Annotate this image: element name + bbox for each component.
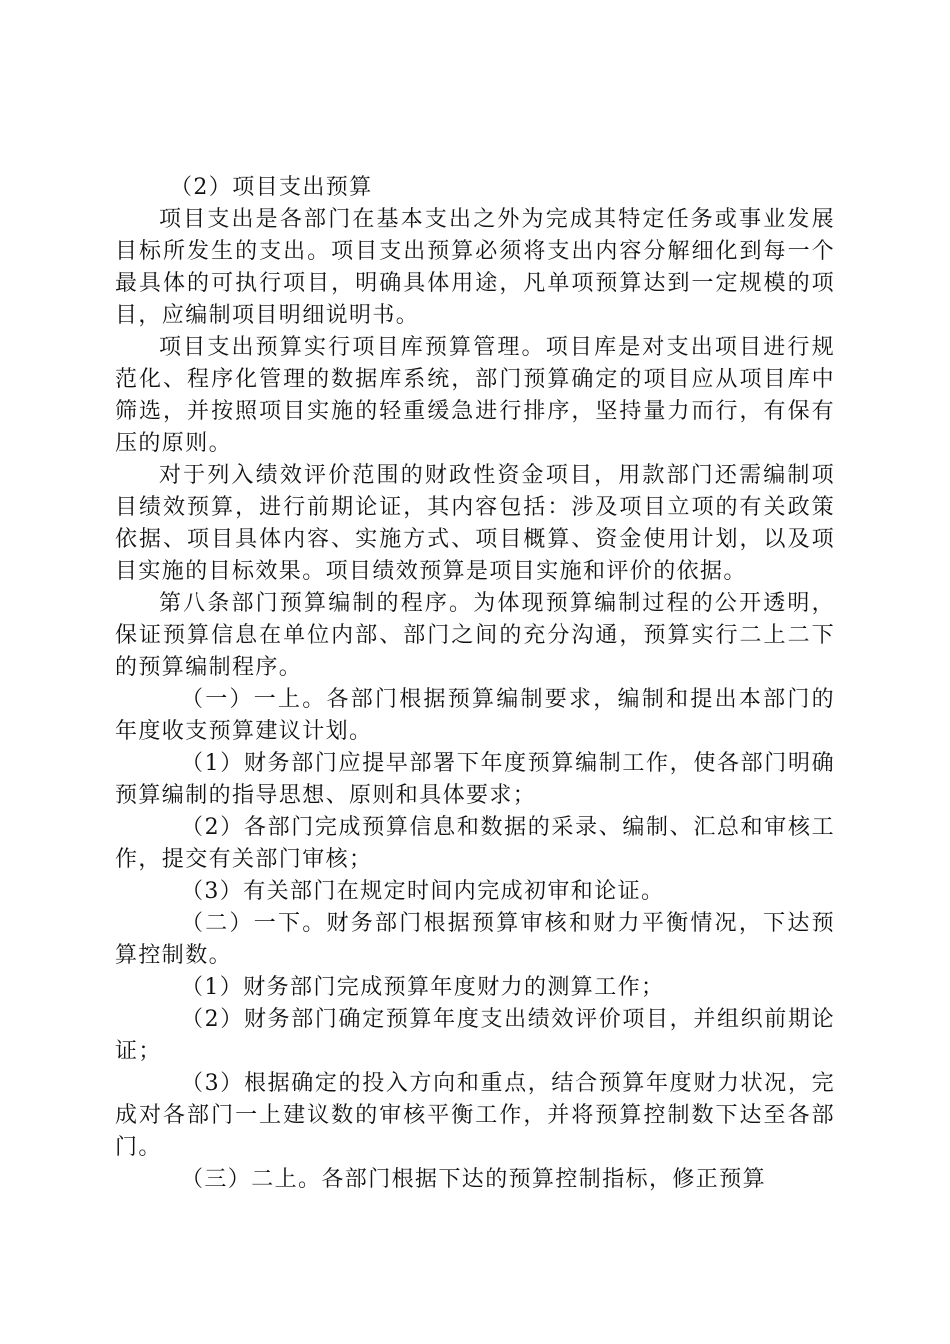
list-item: （1）财务部门应提早部署下年度预算编制工作，使各部门明确预算编制的指导思想、原则和具体要求； [115,751,835,808]
paragraph-project-expenditure: 项目支出是各部门在基本支出之外为完成其特定任务或事业发展目标所发生的支出。项目支出预算必须将支出内容分解细化到每一个最具体的可执行项目，明确具体用途，凡单项预算达到一定规模的项目，应编制项目明细说明书。 [115,207,835,328]
paragraph-article-eight: 第八条部门预算编制的程序。为体现预算编制过程的公开透明，保证预算信息在单位内部、部门之间的充分沟通，预算实行二上二下的预算编制程序。 [115,591,835,680]
step-first-up: （一）一上。各部门根据预算编制要求，编制和提出本部门的年度收支预算建议计划。 [115,687,835,744]
list-item: （3）根据确定的投入方向和重点，结合预算年度财力状况，完成对各部门一上建议数的审核平衡工作，并将预算控制数下达至各部门。 [115,1071,835,1160]
section-heading: （2）项目支出预算 [170,175,373,200]
list-item: （3）有关部门在规定时间内完成初审和论证。 [181,879,665,904]
step-first-down: （二）一下。财务部门根据预算审核和财力平衡情况，下达预算控制数。 [115,911,835,968]
document-body [115,172,835,1196]
list-item: （1）财务部门完成预算年度财力的测算工作； [181,975,665,1000]
list-item: （2）财务部门确定预算年度支出绩效评价项目，并组织前期论证； [115,1007,835,1064]
paragraph-performance-budget: 对于列入绩效评价范围的财政性资金项目，用款部门还需编制项目绩效预算，进行前期论证，其内容包括：涉及项目立项的有关政策依据、项目具体内容、实施方式、项目概算、资金使用计划，以及项目实施的目标效果。项目绩效预算是项目实施和评价的依据。 [115,463,835,584]
paragraph-project-library: 项目支出预算实行项目库预算管理。项目库是对支出项目进行规范化、程序化管理的数据库系统，部门预算确定的项目应从项目库中筛选，并按照项目实施的轻重缓急进行排序，坚持量力而行，有保有压的原则。 [115,335,835,456]
list-item: （2）各部门完成预算信息和数据的采录、编制、汇总和审核工作，提交有关部门审核； [115,815,835,872]
step-second-up: （三）二上。各部门根据下达的预算控制指标，修正预算 [181,1167,767,1192]
